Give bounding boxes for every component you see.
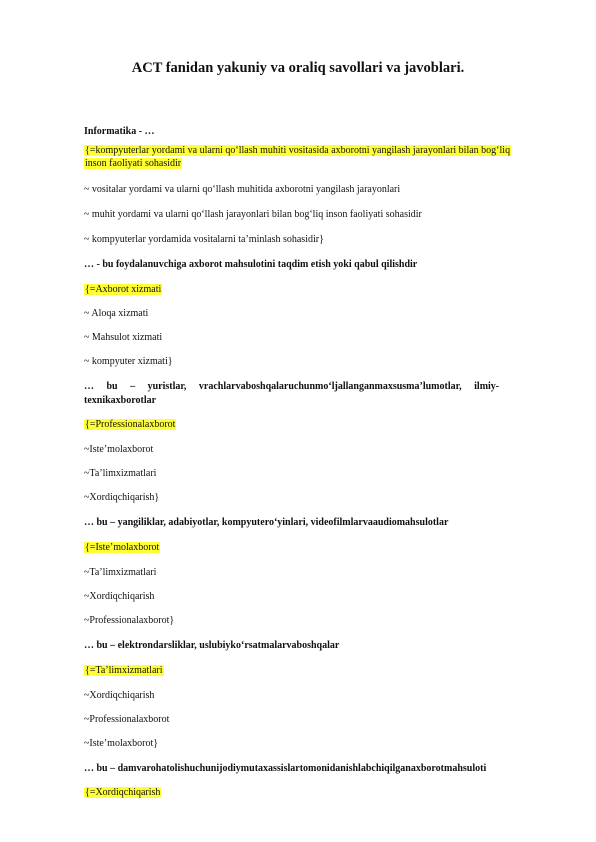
answer-option: ~Ta’limxizmatlari — [84, 468, 157, 479]
answer-option: ~Professionalaxborot} — [84, 615, 175, 626]
answer-option: ~Iste’molaxborot} — [84, 738, 159, 749]
answer-correct: {=Ta’limxizmatlari — [85, 665, 163, 676]
answer-correct: {=Axborot xizmati — [85, 284, 162, 295]
answer-option: ~Xordiqchiqarish} — [84, 492, 160, 503]
answer-option: ~Professionalaxborot — [84, 714, 170, 725]
answer-option: ~ vositalar yordami va ularni qo‘llash muhitida axborotni yangilash jarayonlari — [84, 184, 401, 195]
question-3-continued: texnikaxborotlar — [84, 395, 157, 406]
question-1: Informatika - … — [84, 126, 155, 137]
answer-option: ~Iste’molaxborot — [84, 444, 154, 455]
answer-option: ~Ta’limxizmatlari — [84, 567, 157, 578]
question-4: … bu – yangiliklar, adabiyotlar, kompyutero‘yinlari, videofilmlarvaaudiomahsulotlar — [84, 517, 449, 528]
answer-option: ~Xordiqchiqarish — [84, 591, 155, 602]
answer-option: ~ kompyuterlar yordamida vositalarni ta’minlash sohasidir} — [84, 234, 324, 245]
question-6: … bu – damvarohatolishuchunijodiymutaxassislartomonidanishlabchiqilganaxborotmahsuloti — [84, 763, 487, 774]
answer-option: ~ Aloqa xizmati — [84, 308, 149, 319]
answer-correct-continued: inson faoliyati sohasidir — [85, 158, 182, 169]
answer-correct: {=Professionalaxborot — [85, 419, 176, 430]
question-3: … bu – yuristlar, vrachlarvaboshqalaruchunmo‘ljallanganmaxsusma’lumotlar, ilmiy- — [84, 381, 500, 392]
answer-correct: {=kompyuterlar yordami va ularni qo‘llash muhiti vositasida axborotni yangilash jarayonlari bilan bog‘liq — [85, 145, 511, 156]
page-title: ACT fanidan yakuniy va oraliq savollari va javoblari. — [131, 60, 465, 76]
answer-option: ~ muhit yordami va ularni qo‘llash jarayonlari bilan bog‘liq inson faoliyati sohasidir — [84, 209, 422, 220]
answer-option: ~ Mahsulot xizmati — [84, 332, 163, 343]
question-5: … bu – elektrondarsliklar, uslubiyko‘rsatmalarvaboshqalar — [84, 640, 340, 651]
answer-option: ~Xordiqchiqarish — [84, 690, 155, 701]
answer-correct: {=Xordiqchiqarish — [85, 787, 161, 798]
answer-correct: {=Iste’molaxborot — [85, 542, 160, 553]
question-2: … - bu foydalanuvchiga axborot mahsulotini taqdim etish yoki qabul qilishdir — [84, 259, 418, 270]
answer-option: ~ kompyuter xizmati} — [84, 356, 173, 367]
